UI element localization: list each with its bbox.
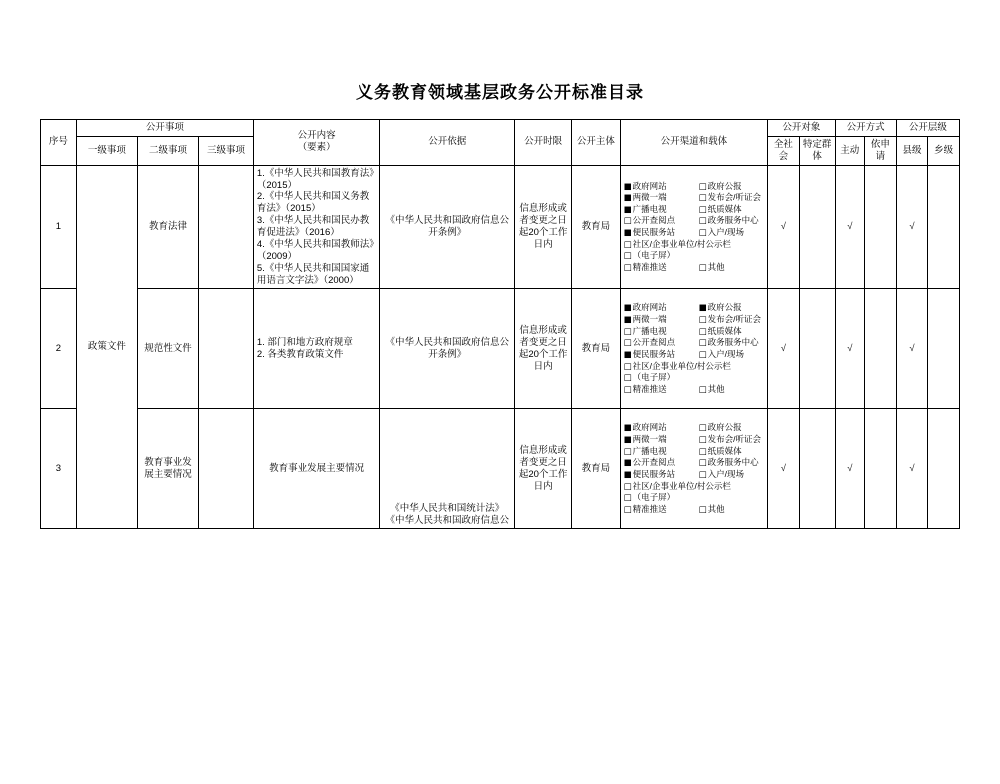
channel-option-label: 其他 [707, 261, 725, 272]
page-title: 义务教育领域基层政务公开标准目录 [356, 83, 644, 103]
checkbox-empty-icon: □ [698, 262, 707, 273]
checkbox-empty-icon: □ [623, 373, 632, 384]
header-channel: 公开渠道和载体 [620, 120, 768, 166]
cell-content: 教育事业发展主要情况 [253, 409, 379, 529]
checkbox-empty-icon: □ [698, 216, 707, 227]
channel-option-print-media[interactable] [699, 204, 766, 216]
channel-option-broadcast-tv[interactable] [624, 204, 697, 216]
channel-option-label: 广播电视 [632, 445, 667, 456]
cell-level-town [928, 289, 960, 409]
checkbox-empty-icon: □ [698, 435, 707, 445]
channel-option-broadcast-tv[interactable] [624, 446, 697, 458]
checkbox-empty-icon: □ [623, 493, 632, 504]
channel-option-label: 便民服务站 [632, 468, 676, 479]
header-level-county: 县级 [896, 136, 928, 165]
channel-option-label: 发布会/听证会 [707, 314, 762, 324]
channel-option-label: 政府公报 [707, 302, 742, 313]
cell-level3 [199, 165, 254, 289]
cell-level3 [199, 409, 254, 529]
channel-option-label: 政府网站 [632, 180, 667, 191]
channel-option-convenience-station[interactable] [624, 227, 697, 239]
channel-option-label: 纸质媒体 [707, 203, 742, 214]
channel-option-label: 入户/现场 [707, 348, 745, 359]
cell-level-county: √ [896, 409, 928, 529]
channel-option-print-media[interactable] [699, 446, 766, 458]
checkbox-filled-icon: ■ [623, 193, 632, 204]
channel-option-label: 政府网站 [632, 422, 667, 433]
header-method-request: 依申请 [865, 136, 897, 165]
checkbox-empty-icon: □ [623, 326, 632, 337]
cell-object-all: √ [768, 409, 800, 529]
channel-option-label: 精准推送 [632, 503, 667, 514]
cell-level2: 教育法律 [137, 165, 198, 289]
channel-option-door-to-door[interactable] [699, 349, 766, 361]
channel-option-gov-gazette[interactable] [699, 422, 766, 434]
header-level1: 一级事项 [76, 136, 137, 165]
checkbox-empty-icon: □ [698, 315, 707, 325]
cell-level-town [928, 409, 960, 529]
cell-level2: 规范性文件 [137, 289, 198, 409]
header-method-active: 主动 [835, 136, 865, 165]
channel-option-label: 公开查阅点 [632, 215, 676, 226]
header-seq: 序号 [41, 120, 77, 166]
channel-option-electronic-screen[interactable] [624, 372, 767, 384]
header-deadline: 公开时限 [515, 120, 572, 166]
checkbox-filled-icon: ■ [623, 303, 632, 314]
cell-level-town [928, 165, 960, 289]
checkbox-filled-icon: ■ [623, 204, 632, 215]
checkbox-empty-icon: □ [698, 504, 707, 515]
channel-option-label: 纸质媒体 [707, 325, 742, 336]
channel-option-label: 社区/企事业单位/村公示栏 [632, 480, 731, 491]
channel-option-label: 便民服务站 [632, 348, 676, 359]
checkbox-empty-icon: □ [623, 239, 632, 250]
channel-option-label: 入户/现场 [707, 468, 745, 479]
checkbox-empty-icon: □ [698, 326, 707, 337]
channel-option-door-to-door[interactable] [699, 227, 766, 239]
channel-option-label: 广播电视 [632, 203, 667, 214]
channel-option-label: （电子屏） [632, 492, 676, 503]
cell-seq: 2 [41, 289, 77, 409]
checkbox-empty-icon: □ [698, 458, 707, 469]
channel-option-label: 政务服务中心 [707, 215, 759, 226]
header-object: 公开对象 [768, 120, 835, 137]
channel-option-press-conference[interactable] [699, 434, 766, 446]
channel-option-convenience-station[interactable] [624, 469, 697, 481]
channel-option-label: 精准推送 [632, 261, 667, 272]
checkbox-empty-icon: □ [623, 338, 632, 349]
cell-seq: 3 [41, 409, 77, 529]
cell-basis: 《中华人民共和国统计法》《中华人民共和国政府信息公 [380, 409, 515, 529]
channel-option-gov-website[interactable] [624, 422, 697, 434]
header-content-line1: 公开内容 [297, 130, 336, 142]
cell-method-request [865, 289, 897, 409]
header-level3: 三级事项 [199, 136, 254, 165]
cell-deadline: 信息形成或者变更之日起20个工作日内 [515, 289, 572, 409]
cell-object-specific [799, 409, 835, 529]
checkbox-filled-icon: ■ [623, 349, 632, 360]
channel-option-label: 其他 [707, 503, 725, 514]
cell-channel [620, 289, 768, 409]
cell-method-active: √ [835, 409, 865, 529]
checkbox-empty-icon: □ [623, 262, 632, 273]
checkbox-empty-icon: □ [698, 423, 707, 434]
header-subject: 公开主体 [572, 120, 620, 166]
checkbox-filled-icon: ■ [623, 228, 632, 238]
channel-option-label: 公开查阅点 [632, 457, 676, 468]
standard-catalog-table [40, 119, 960, 529]
channel-option-label: 两微一端 [632, 314, 667, 324]
checkbox-empty-icon: □ [698, 338, 707, 349]
cell-seq: 1 [41, 165, 77, 289]
channel-option-inquiry-point[interactable] [624, 337, 697, 349]
cell-content: 1.《中华人民共和国教育法》（2015） 2.《中华人民共和国义务教育法》（2015） 3.《中华人民共和国民办教育促进法》（2016） 4.《中华人民共和国教师法》（2009） 5.《中华人民共和国国家通用语言文字法》（2000） [253, 165, 379, 289]
document-page [0, 78, 1000, 784]
checkbox-empty-icon: □ [698, 228, 707, 238]
channel-option-door-to-door[interactable] [699, 469, 766, 481]
header-public-matters: 公开事项 [76, 120, 253, 137]
channel-option-label: 公开查阅点 [632, 337, 676, 348]
channel-option-label: 入户/现场 [707, 227, 745, 237]
header-object-all: 全社会 [768, 136, 800, 165]
cell-deadline: 信息形成或者变更之日起20个工作日内 [515, 409, 572, 529]
header-level-town: 乡级 [928, 136, 960, 165]
cell-method-request [865, 409, 897, 529]
cell-basis: 《中华人民共和国政府信息公开条例》 [380, 289, 515, 409]
cell-channel [620, 165, 768, 289]
channel-option-label: 便民服务站 [632, 227, 676, 237]
channel-option-label: 两微一端 [632, 192, 667, 203]
cell-level2: 教育事业发展主要情况 [137, 409, 198, 529]
channel-option-other[interactable] [699, 504, 766, 516]
table-body [41, 165, 960, 529]
checkbox-filled-icon: ■ [623, 315, 632, 325]
cell-method-active: √ [835, 289, 865, 409]
checkbox-empty-icon: □ [698, 181, 707, 192]
cell-subject: 教育局 [572, 289, 620, 409]
checkbox-empty-icon: □ [623, 361, 632, 372]
cell-object-specific [799, 165, 835, 289]
cell-subject: 教育局 [572, 409, 620, 529]
channel-option-other[interactable] [699, 262, 766, 274]
checkbox-filled-icon: ■ [623, 181, 632, 192]
channel-option-label: 政府网站 [632, 302, 667, 313]
channel-option-other[interactable] [699, 384, 766, 396]
checkbox-empty-icon: □ [698, 349, 707, 360]
header-object-specific: 特定群体 [799, 136, 835, 165]
cell-method-active: √ [835, 165, 865, 289]
channel-option-two-wei-one-duan[interactable] [624, 314, 697, 326]
cell-content: 1. 部门和地方政府规章 2. 各类教育政策文件 [253, 289, 379, 409]
checkbox-empty-icon: □ [698, 193, 707, 204]
channel-option-gov-website[interactable] [624, 181, 697, 193]
checkbox-empty-icon: □ [623, 251, 632, 262]
channel-option-label: 社区/企事业单位/村公示栏 [632, 238, 731, 249]
channel-option-label: 纸质媒体 [707, 445, 742, 456]
channel-option-community-village[interactable] [624, 481, 767, 493]
header-level2: 二级事项 [137, 136, 198, 165]
channel-option-label: 广播电视 [632, 325, 667, 336]
checkbox-filled-icon: ■ [623, 435, 632, 445]
channel-option-print-media[interactable] [699, 326, 766, 338]
checkbox-filled-icon: ■ [623, 469, 632, 480]
channel-option-press-conference[interactable] [699, 314, 766, 326]
table-row [41, 289, 960, 409]
channel-option-gov-gazette[interactable] [699, 302, 766, 314]
checkbox-empty-icon: □ [623, 504, 632, 515]
cell-channel [620, 409, 768, 529]
cell-level-county: √ [896, 165, 928, 289]
header-content-line2: （要素） [297, 142, 336, 154]
cell-basis: 《中华人民共和国政府信息公开条例》 [380, 165, 515, 289]
channel-option-inquiry-point[interactable] [624, 215, 697, 227]
channel-option-label: 政府公报 [707, 422, 742, 433]
checkbox-empty-icon: □ [623, 446, 632, 457]
header-content [253, 120, 379, 166]
channel-option-community-village[interactable] [624, 361, 767, 373]
cell-level-county: √ [896, 289, 928, 409]
channel-option-label: （电子屏） [632, 250, 676, 261]
table-row [41, 409, 960, 529]
cell-method-request [865, 165, 897, 289]
channel-option-inquiry-point[interactable] [624, 457, 697, 469]
cell-level1: 政策文件 [76, 165, 137, 529]
channel-option-two-wei-one-duan[interactable] [624, 434, 697, 446]
header-basis: 公开依据 [380, 120, 515, 166]
channel-option-label: 精准推送 [632, 383, 667, 394]
cell-level3 [199, 289, 254, 409]
channel-option-electronic-screen[interactable] [624, 250, 767, 262]
channel-option-label: （电子屏） [632, 372, 676, 383]
checkbox-filled-icon: ■ [623, 423, 632, 434]
channel-option-label: 政务服务中心 [707, 457, 759, 468]
channel-option-label: 其他 [707, 383, 725, 394]
channel-option-label: 两微一端 [632, 434, 667, 444]
checkbox-filled-icon: ■ [698, 303, 707, 314]
channel-option-label: 发布会/听证会 [707, 192, 762, 203]
cell-object-all: √ [768, 289, 800, 409]
table-row [41, 165, 960, 289]
channel-option-convenience-station[interactable] [624, 349, 697, 361]
channel-option-service-center[interactable] [699, 457, 766, 469]
channel-option-label: 发布会/听证会 [707, 434, 762, 444]
checkbox-empty-icon: □ [623, 481, 632, 492]
channel-option-gov-website[interactable] [624, 302, 697, 314]
checkbox-empty-icon: □ [698, 384, 707, 395]
channel-option-broadcast-tv[interactable] [624, 326, 697, 338]
channel-option-electronic-screen[interactable] [624, 492, 767, 504]
cell-object-all: √ [768, 165, 800, 289]
checkbox-empty-icon: □ [698, 469, 707, 480]
channel-option-label: 政务服务中心 [707, 337, 759, 348]
checkbox-empty-icon: □ [623, 216, 632, 227]
channel-option-service-center[interactable] [699, 337, 766, 349]
cell-deadline: 信息形成或者变更之日起20个工作日内 [515, 165, 572, 289]
table-header [41, 120, 960, 166]
cell-subject: 教育局 [572, 165, 620, 289]
checkbox-empty-icon: □ [698, 446, 707, 457]
header-level: 公开层级 [896, 120, 959, 137]
channel-option-two-wei-one-duan[interactable] [624, 192, 697, 204]
cell-object-specific [799, 289, 835, 409]
channel-option-precise-push[interactable] [624, 262, 697, 274]
channel-option-precise-push[interactable] [624, 384, 697, 396]
channel-option-label: 政府公报 [707, 180, 742, 191]
channel-option-community-village[interactable] [624, 239, 767, 251]
channel-option-gov-gazette[interactable] [699, 181, 766, 193]
header-method: 公开方式 [835, 120, 896, 137]
channel-option-press-conference[interactable] [699, 192, 766, 204]
checkbox-empty-icon: □ [698, 204, 707, 215]
checkbox-filled-icon: ■ [623, 458, 632, 469]
channel-option-label: 社区/企事业单位/村公示栏 [632, 360, 731, 371]
channel-option-precise-push[interactable] [624, 504, 697, 516]
checkbox-empty-icon: □ [623, 384, 632, 395]
channel-option-service-center[interactable] [699, 215, 766, 227]
